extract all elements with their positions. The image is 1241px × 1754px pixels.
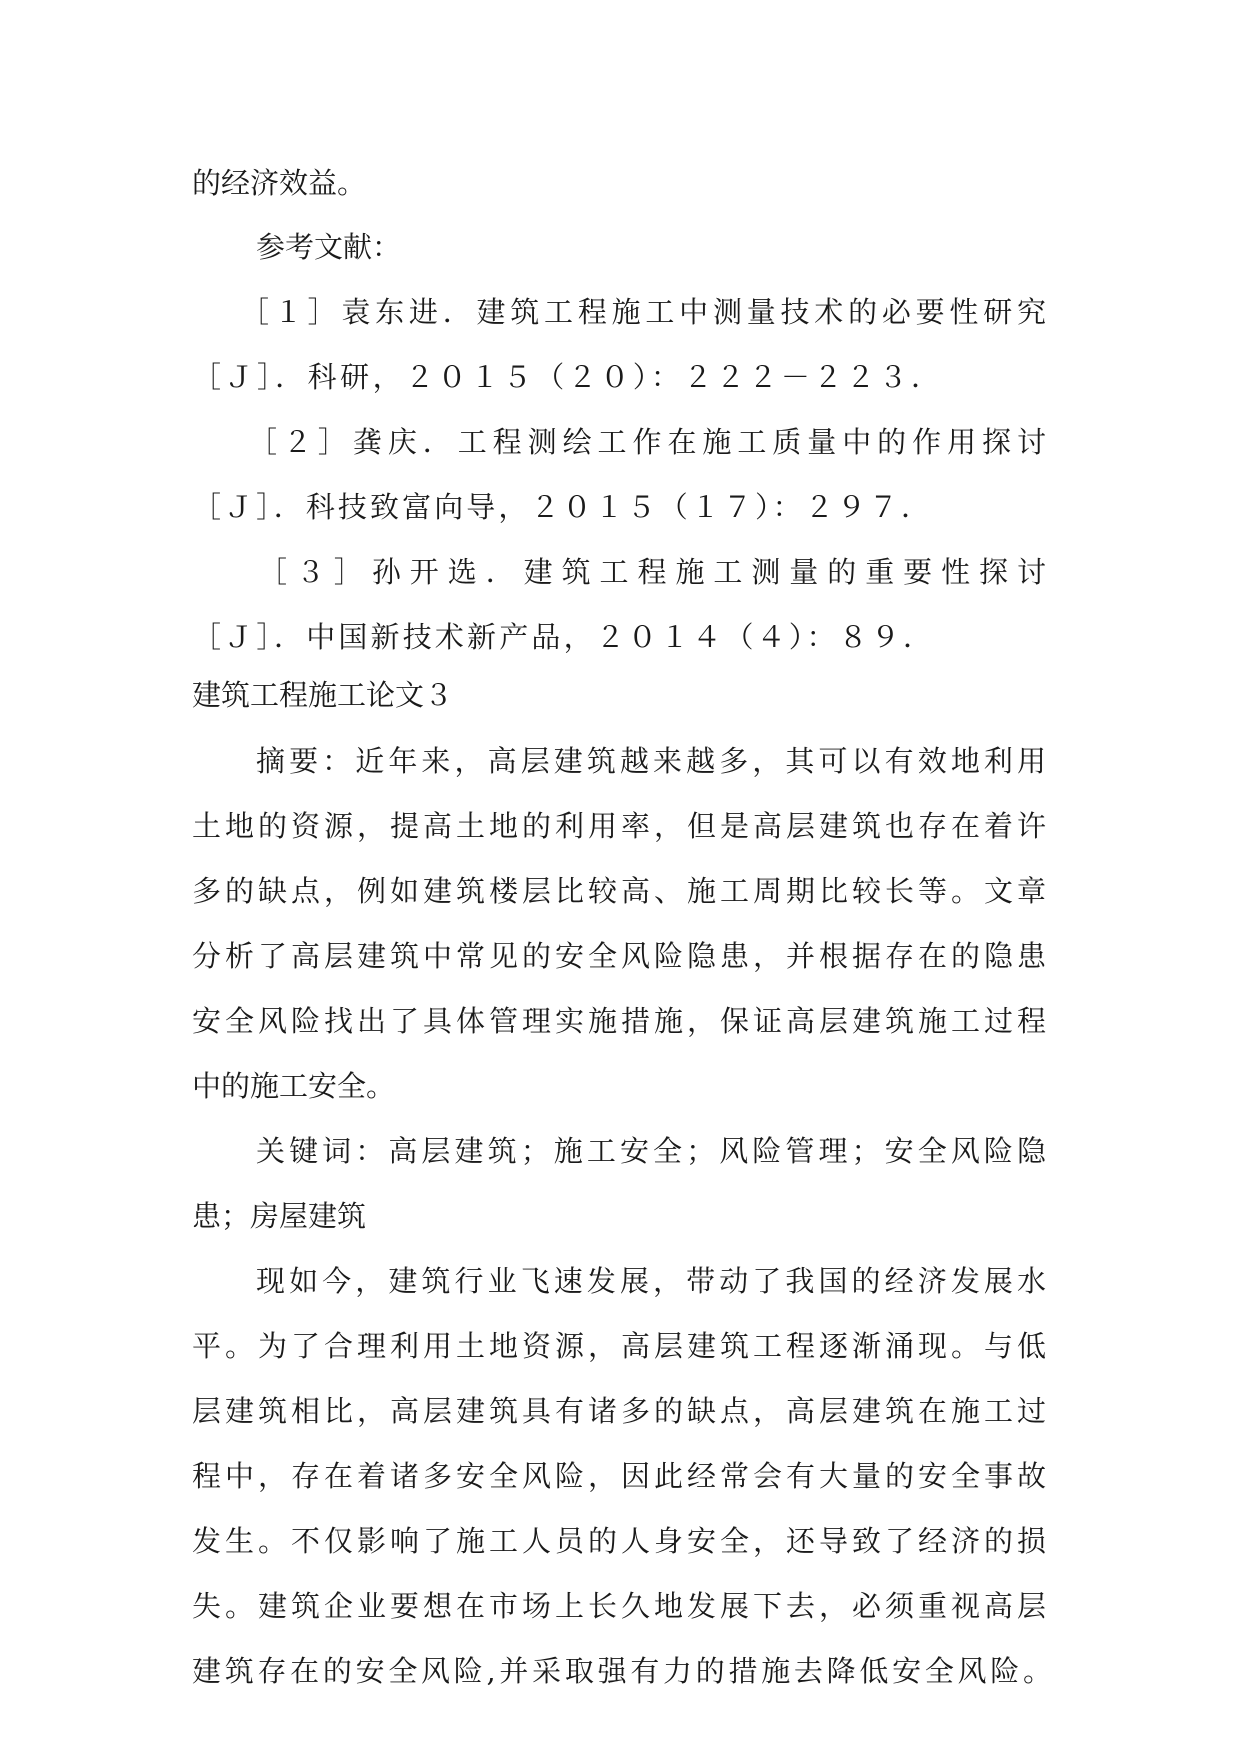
body-line: 失。建筑企业要想在市场上长久地发展下去，必须重视高层 [192,1589,1046,1623]
reference-2: ［２］龚庆．工程测绘工作在施工质量中的作用探讨 [248,425,1046,459]
body-line: 现如今，建筑行业飞速发展，带动了我国的经济发展水 [256,1264,1046,1298]
abstract-line: 摘要：近年来，高层建筑越来越多，其可以有效地利用 [256,744,1046,778]
reference-1: ［１］袁东进．建筑工程施工中测量技术的必要性研究 [240,295,1046,329]
abstract-line: 中的施工安全。 [192,1069,396,1103]
text-line: 的经济效益。 [192,166,367,200]
abstract-line: 分析了高层建筑中常见的安全风险隐患，并根据存在的隐患 [192,939,1046,973]
keywords-line: 关键词：高层建筑；施工安全；风险管理；安全风险隐 [256,1134,1046,1168]
body-line: 程中，存在着诸多安全风险，因此经常会有大量的安全事故 [192,1459,1046,1493]
body-line: 平。为了合理利用土地资源，高层建筑工程逐渐涌现。与低 [192,1329,1046,1363]
abstract-line: 安全风险找出了具体管理实施措施，保证高层建筑施工过程 [192,1004,1046,1038]
abstract-line: 土地的资源，提高土地的利用率，但是高层建筑也存在着许 [192,809,1046,843]
reference-3-cont: ［Ｊ］．中国新技术新产品，２０１４（４）：８９． [192,620,932,654]
reference-1-cont: ［Ｊ］．科研，２０１５（２０）：２２２－２２３． [192,360,940,394]
reference-3: ［３］孙开选．建筑工程施工测量的重要性探讨 [258,555,1046,589]
keywords-line: 患；房屋建筑 [192,1199,367,1233]
reference-2-cont: ［Ｊ］．科技致富向导，２０１５（１７）：２９７． [192,490,930,524]
body-line: 层建筑相比，高层建筑具有诸多的缺点，高层建筑在施工过 [192,1394,1046,1428]
references-heading: 参考文献： [256,230,402,264]
section-title: 建筑工程施工论文３ [192,678,454,712]
body-line: 建筑存在的安全风险,并采取强有力的措施去降低安全风险。 [192,1654,1052,1688]
abstract-line: 多的缺点，例如建筑楼层比较高、施工周期比较长等。文章 [192,874,1046,908]
body-line: 发生。不仅影响了施工人员的人身安全，还导致了经济的损 [192,1524,1046,1558]
